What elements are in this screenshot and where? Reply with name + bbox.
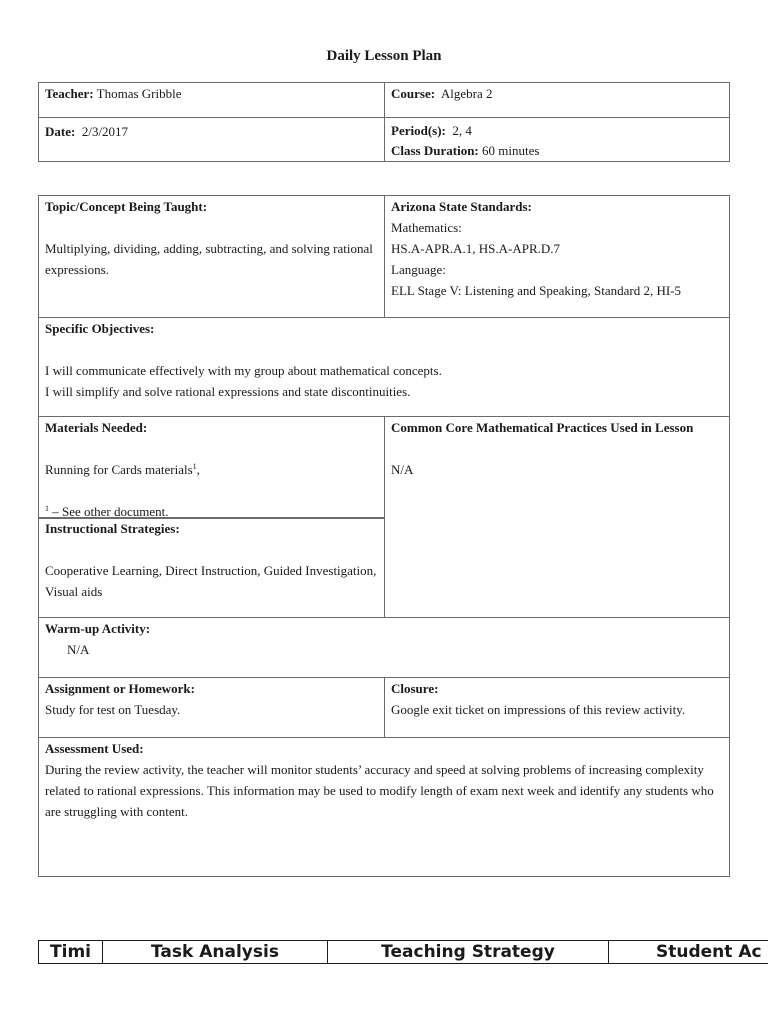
objectives-label: Specific Objectives: bbox=[45, 321, 155, 336]
assessment-cell bbox=[38, 737, 730, 877]
strategies-cell bbox=[38, 517, 385, 618]
objective-1: I will communicate effectively with my group about mathematical concepts. bbox=[45, 363, 442, 378]
header-teaching-strategy: Teaching Strategy bbox=[327, 940, 609, 964]
header-student-activity: Student Ac bbox=[608, 940, 768, 964]
materials-item: Running for Cards materials bbox=[45, 462, 193, 477]
standards-cell bbox=[384, 195, 730, 318]
footnote-text: – See other document. bbox=[52, 504, 169, 519]
practices-cell bbox=[384, 416, 730, 618]
strategies-label: Instructional Strategies: bbox=[45, 521, 180, 536]
footnote-ref: 1 bbox=[45, 504, 49, 513]
objective-2: I will simplify and solve rational expressions and state discontinuities. bbox=[45, 384, 411, 399]
warmup-value: N/A bbox=[67, 642, 90, 657]
assignment-label: Assignment or Homework: bbox=[45, 681, 195, 696]
objectives-cell bbox=[38, 317, 730, 417]
header-task-analysis: Task Analysis bbox=[102, 940, 328, 964]
teacher-value: Thomas Gribble bbox=[96, 86, 182, 101]
date-label: Date: bbox=[45, 124, 76, 139]
periods-label: Period(s): bbox=[391, 123, 446, 138]
duration-value: 60 minutes bbox=[482, 143, 540, 158]
math-label: Mathematics: bbox=[391, 220, 462, 235]
course-cell bbox=[384, 82, 730, 118]
topic-cell bbox=[38, 195, 385, 318]
assessment-text: During the review activity, the teacher will monitor students’ accuracy and speed at solving problems of increasing complexity related to rational expressions. This information may be used to modify length of exam next week and identify any students who are struggling with content. bbox=[45, 762, 714, 819]
materials-label: Materials Needed: bbox=[45, 420, 148, 435]
teacher-label: Teacher: bbox=[45, 86, 94, 101]
periods-value: 2, 4 bbox=[452, 123, 472, 138]
closure-cell bbox=[384, 677, 730, 738]
topic-text: Multiplying, dividing, adding, subtracting, and solving rational expressions. bbox=[45, 241, 373, 277]
standards-label: Arizona State Standards: bbox=[391, 199, 532, 214]
practices-value: N/A bbox=[391, 462, 414, 477]
date-value: 2/3/2017 bbox=[81, 124, 129, 139]
materials-cell bbox=[38, 416, 385, 519]
language-standards: ELL Stage V: Listening and Speaking, Standard 2, HI-5 bbox=[391, 283, 682, 298]
schedule-table-header bbox=[38, 940, 768, 964]
strategies-text: Cooperative Learning, Direct Instruction, Guided Investigation, Visual aids bbox=[45, 563, 377, 599]
period-cell bbox=[384, 117, 730, 162]
practices-label: Common Core Mathematical Practices Used in Lesson bbox=[391, 420, 694, 435]
math-standards: HS.A-APR.A.1, HS.A-APR.D.7 bbox=[391, 241, 561, 256]
warmup-label: Warm-up Activity: bbox=[45, 621, 151, 636]
page-title: Daily Lesson Plan bbox=[326, 48, 442, 64]
topic-label: Topic/Concept Being Taught: bbox=[45, 199, 208, 214]
closure-value: Google exit ticket on impressions of this review activity. bbox=[391, 702, 686, 717]
warmup-cell bbox=[38, 617, 730, 678]
assignment-value: Study for test on Tuesday. bbox=[45, 702, 181, 717]
language-label: Language: bbox=[391, 262, 446, 277]
course-label: Course: bbox=[391, 86, 436, 101]
teacher-cell bbox=[38, 82, 385, 118]
footnote-mark: 1 bbox=[192, 462, 197, 471]
materials-item-suffix: , bbox=[196, 462, 200, 477]
closure-label: Closure: bbox=[391, 681, 439, 696]
date-cell bbox=[38, 117, 385, 162]
duration-label: Class Duration: bbox=[391, 143, 479, 158]
header-timing: Timi bbox=[38, 940, 103, 964]
course-value: Algebra 2 bbox=[440, 86, 493, 101]
assessment-label: Assessment Used: bbox=[45, 741, 144, 756]
assignment-cell bbox=[38, 677, 385, 738]
